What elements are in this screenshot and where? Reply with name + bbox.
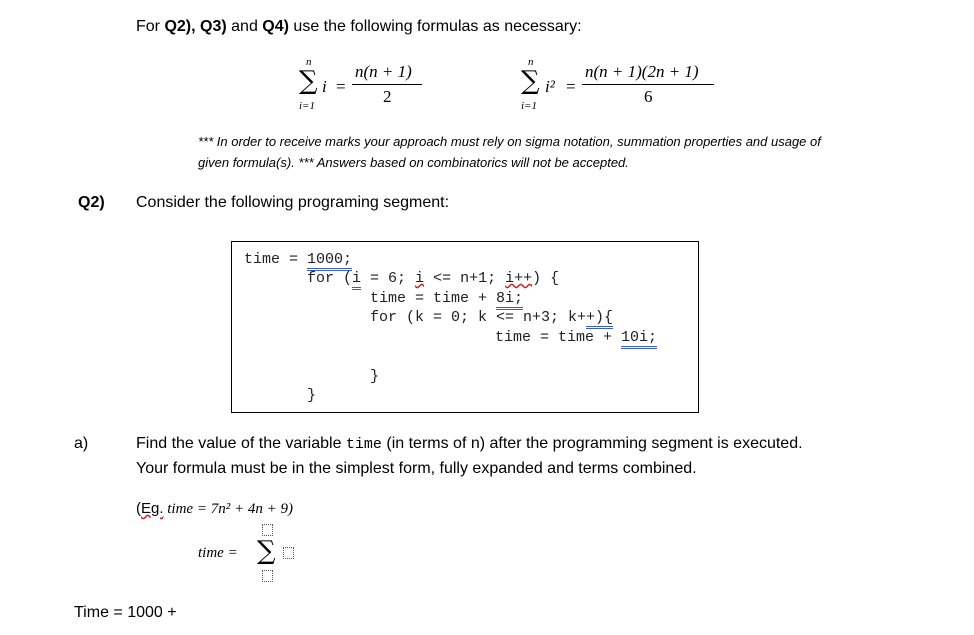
code-line-3 [370, 289, 523, 308]
intro-line [136, 17, 582, 37]
code-increment: i++ [505, 270, 533, 287]
part-a-label: a) [74, 435, 89, 452]
example-rest: time = 7n² + 4n + 9) [163, 501, 293, 517]
answer-text[interactable]: Time = 1000 + [74, 604, 177, 621]
sigma-icon: ∑ [521, 66, 540, 96]
answer-lhs: time = [198, 545, 238, 561]
code-close-outer: } [307, 387, 317, 404]
code-line-5 [495, 328, 657, 347]
code-line-1-prefix: time = [244, 251, 308, 268]
formula1-upper: n [306, 56, 312, 68]
note-line-2: given formula(s). *** Answers based on combinatorics will not be accepted. [198, 155, 629, 170]
formula2-upper: n [528, 56, 534, 68]
term-placeholder[interactable] [283, 547, 294, 559]
code-line-2-end: ) { [532, 270, 560, 287]
q2-text: Consider the following programing segment: [136, 194, 450, 211]
intro-q2: Q2), [164, 18, 196, 35]
formula2-denominator: 6 [644, 87, 653, 106]
code-line-1-value: 1000; [307, 251, 352, 271]
formula1-lower: i=1 [299, 100, 315, 112]
example-eg: Eg. [141, 500, 164, 517]
part-a-line-1-prefix: Find the value of the variable [136, 435, 346, 452]
intro-prefix: For [136, 18, 165, 35]
formula2-fraction-bar [582, 84, 714, 85]
sigma-icon: ∑ [299, 66, 318, 96]
example-open: ( [136, 500, 141, 517]
code-line-3-prefix: time = time + [370, 290, 497, 307]
code-loop-var-2: i [415, 270, 425, 287]
code-line-5-prefix: time = time + [495, 329, 622, 346]
formula2-term: i² [545, 77, 555, 96]
code-line-1 [244, 250, 352, 269]
formula1-numerator: n(n + 1) [355, 62, 412, 81]
note-line-1: *** In order to receive marks your approach must rely on sigma notation, summation properties and usage of [198, 134, 821, 149]
sigma-icon: ∑ [257, 536, 276, 566]
code-line-4 [370, 308, 613, 327]
example-formula [136, 500, 293, 518]
part-a-line-1 [136, 434, 803, 455]
code-line-4-prefix: for (k = 0; k <= n+3; k+ [370, 309, 587, 326]
code-loop-var: i [352, 270, 361, 290]
intro-and: and [226, 18, 263, 35]
part-a-code-time: time [345, 436, 382, 453]
formula2-equals: = [566, 77, 576, 96]
code-line-4-underlined: +){ [586, 309, 613, 329]
formula2-lower: i=1 [521, 100, 537, 112]
code-for-keyword: for ( [307, 270, 353, 287]
formula1-denominator: 2 [383, 87, 392, 106]
lower-limit-placeholder[interactable] [262, 570, 273, 582]
part-a-line-2: Your formula must be in the simplest form, fully expanded and terms combined. [136, 460, 697, 477]
q2-label: Q2) [78, 194, 105, 211]
code-line-5-value: 10i; [621, 329, 657, 349]
intro-suffix: use the following formulas as necessary: [288, 18, 582, 35]
upper-limit-placeholder[interactable] [262, 524, 273, 536]
intro-q3: Q3) [200, 18, 227, 35]
formula1-fraction-bar [352, 84, 422, 85]
formula1-equals: = [336, 77, 346, 96]
code-close-inner: } [370, 368, 380, 385]
code-init: = 6; [361, 270, 416, 287]
formula1-term: i [322, 77, 327, 96]
formula2-numerator: n(n + 1)(2n + 1) [585, 62, 699, 81]
code-line-3-value: 8i; [496, 290, 523, 310]
part-a-line-1-suffix: (in terms of n) after the programming segment is executed. [381, 435, 803, 452]
intro-q4: Q4) [262, 18, 289, 35]
code-condition: <= n+1; [424, 270, 506, 287]
code-line-2 [307, 269, 559, 288]
